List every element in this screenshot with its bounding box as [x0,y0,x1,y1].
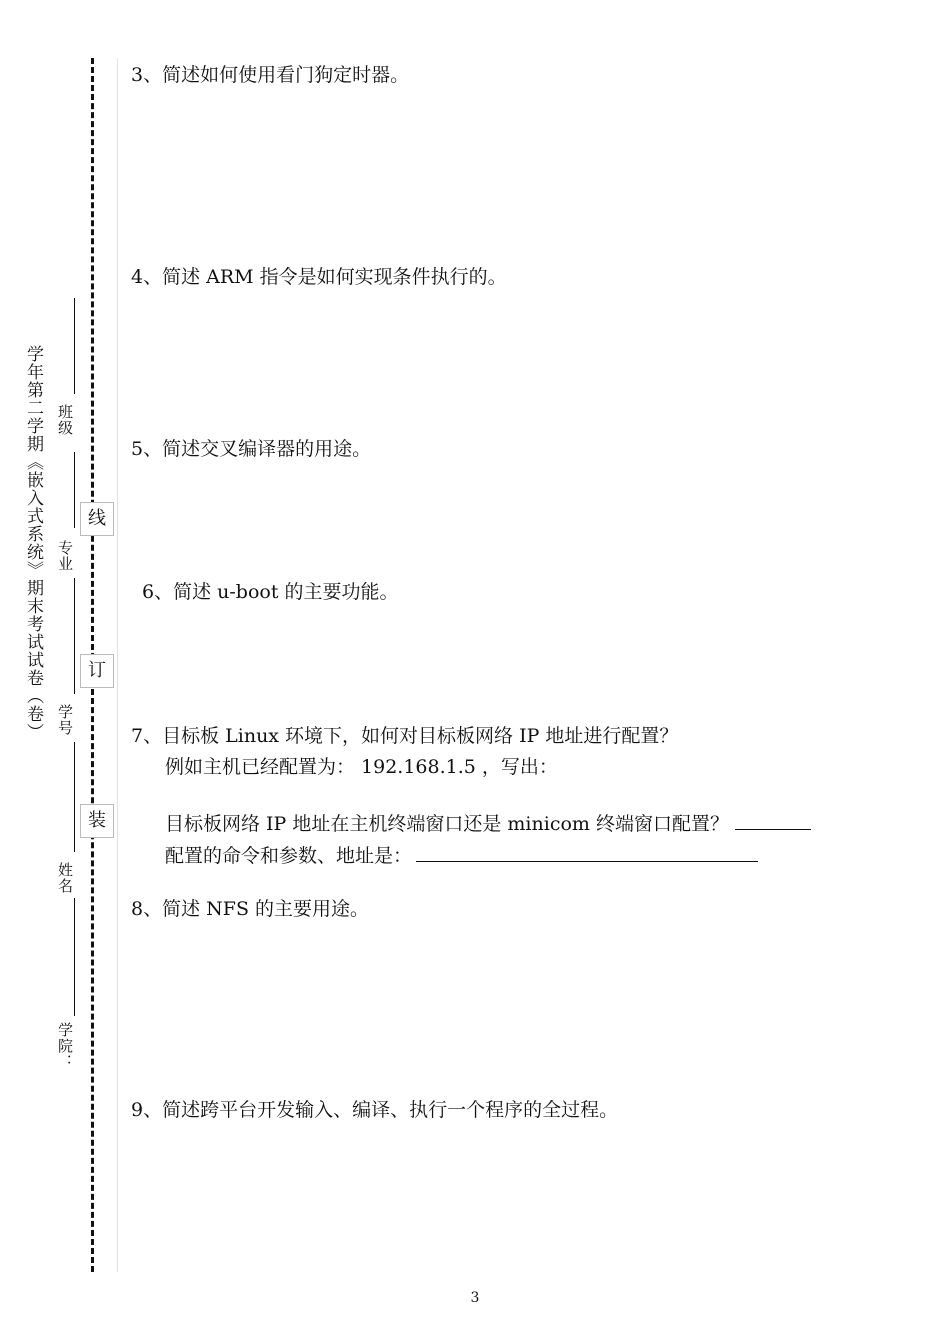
question-number: 5、 [131,438,163,460]
class-field-label: 班级 [56,404,74,436]
question-text: 简述 u-boot 的主要功能。 [173,581,399,603]
where-answer-blank[interactable] [735,811,811,830]
question-number: 9、 [131,1099,163,1121]
name-field-label: 姓名 [56,862,74,894]
command-answer-blank[interactable] [416,843,758,862]
major-field-line-top [74,452,75,528]
command-prompt-text: 配置的命令和参数、地址是： [165,845,413,867]
major-field-label: 专业 [56,540,74,572]
question-number: 8、 [131,898,163,920]
question-text: 简述如何使用看门狗定时器。 [162,64,410,86]
exam-title-vertical: 学年第二学期《嵌入式系统》期末考试试卷（卷） [23,345,43,741]
question-9 [131,1098,618,1122]
question-5 [131,437,371,461]
question-text: 目标板 Linux 环境下，如何对目标板网络 IP 地址进行配置？ [162,725,679,747]
question-7 [131,724,678,748]
question-number: 7、 [131,725,163,747]
question-number: 4、 [131,266,163,288]
question-3 [131,63,409,87]
question-text: 简述 ARM 指令是如何实现条件执行的。 [162,266,507,288]
question-text: 简述 NFS 的主要用途。 [162,898,369,920]
question-number: 6、 [142,581,174,603]
question-text: 简述交叉编译器的用途。 [162,438,372,460]
question-7-example: 例如主机已经配置为： 192.168.1.5 ，写出： [165,756,558,778]
college-field-label: 学院： [56,1022,74,1070]
page-number: 3 [470,1290,480,1306]
where-prompt-text: 目标板网络 IP 地址在主机终端窗口还是 minicom 终端窗口配置？ [165,813,729,835]
student-id-field-line [74,742,75,852]
question-text: 简述跨平台开发输入、编译、执行一个程序的全过程。 [162,1099,619,1121]
content-border-line [117,58,118,1272]
question-4 [131,265,507,289]
class-field-line [74,298,75,394]
binding-mark-staple: 装 [80,804,114,838]
name-field-line [74,898,75,1016]
question-7-command-prompt [165,843,758,868]
student-id-field-label: 学号 [56,704,74,736]
major-field-line [74,578,75,694]
question-7-where-prompt [165,811,811,836]
binding-mark-bind: 订 [80,654,114,688]
binding-mark-line: 线 [80,502,114,536]
question-6 [142,580,399,604]
question-number: 3、 [131,64,163,86]
question-8 [131,897,369,921]
